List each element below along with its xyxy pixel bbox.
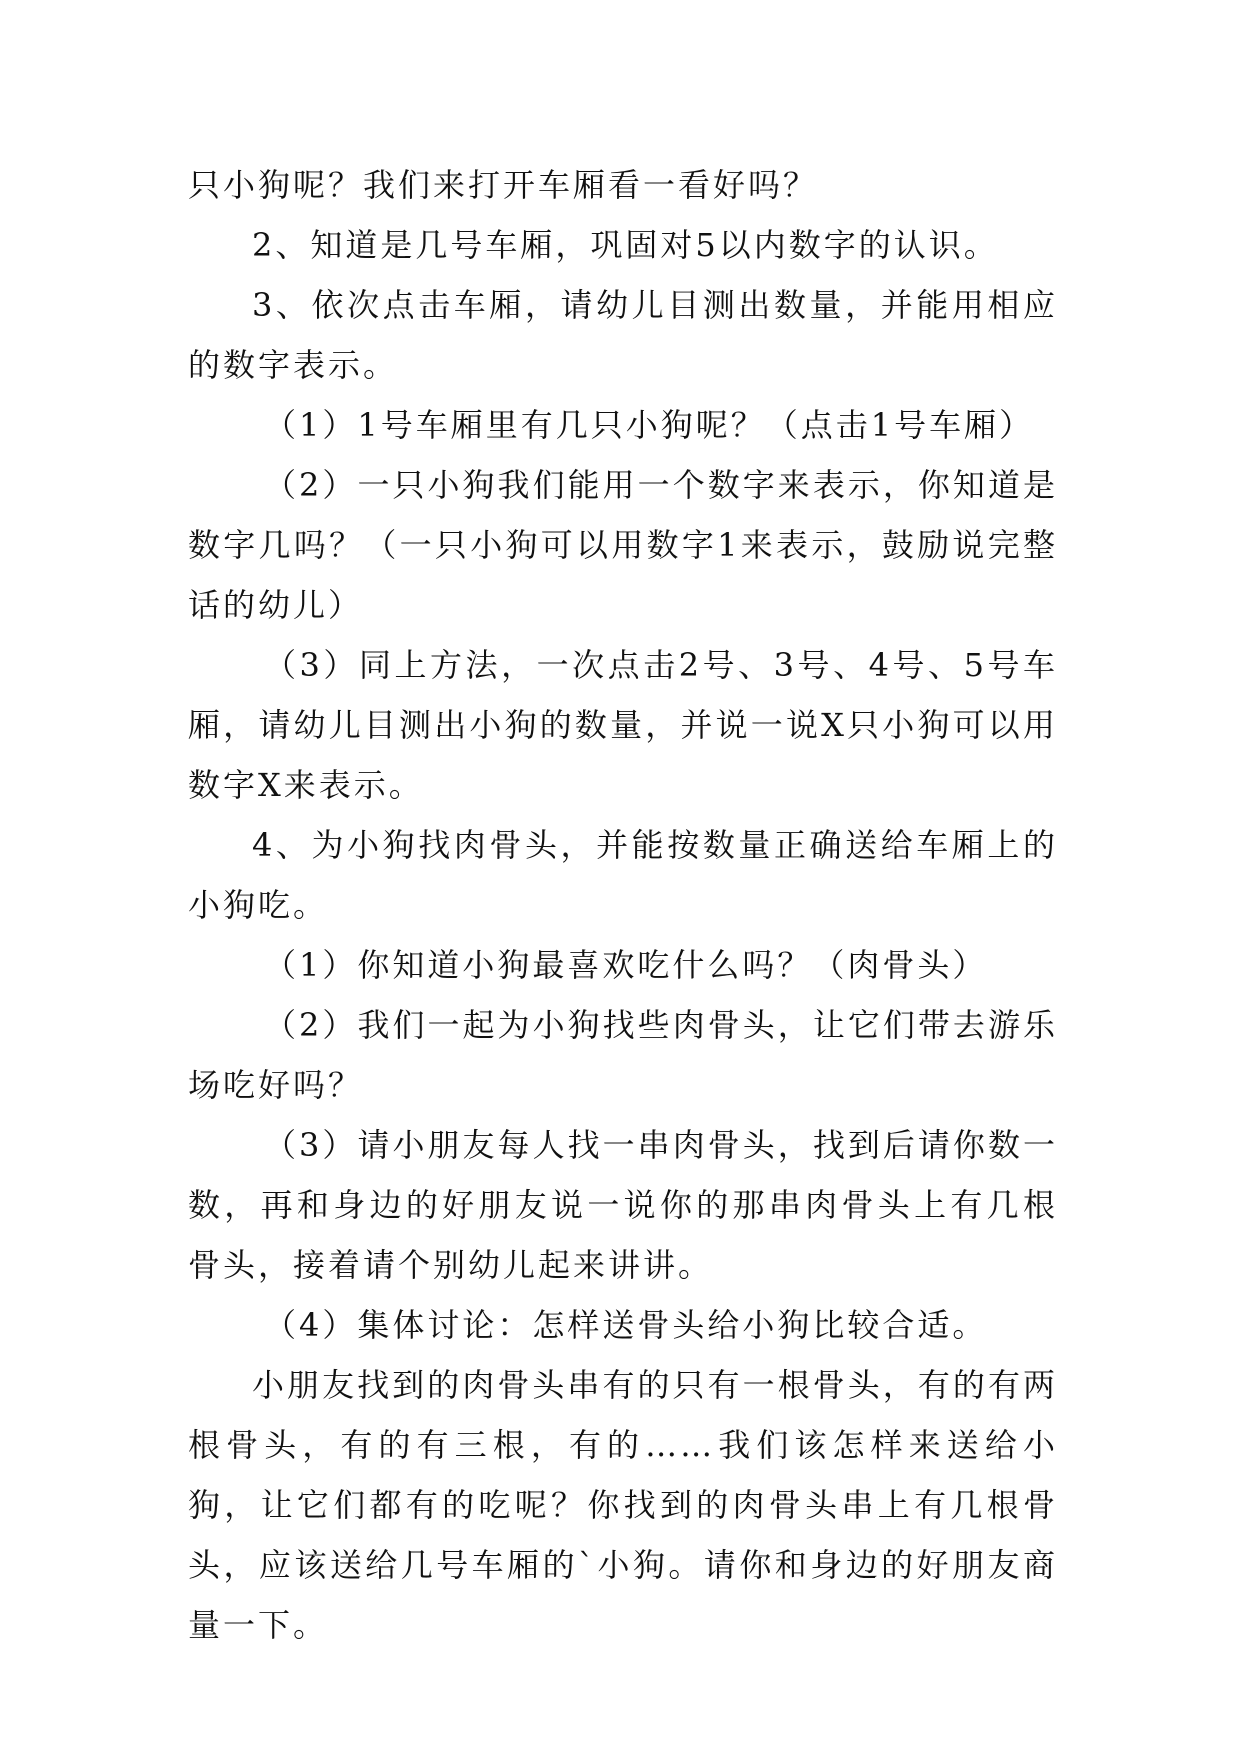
document-body <box>188 155 1058 1655</box>
paragraph: 2、知道是几号车厢，巩固对5以内数字的认识。 <box>252 226 999 264</box>
paragraph: 4、为小狗找肉骨头，并能按数量正确送给车厢上的小狗吃。 <box>188 826 1058 924</box>
paragraph: （1）你知道小狗最喜欢吃什么吗？（肉骨头） <box>264 946 988 984</box>
paragraph: 3、依次点击车厢，请幼儿目测出数量，并能用相应的数字表示。 <box>188 286 1058 384</box>
paragraph: 只小狗呢？我们来打开车厢看一看好吗？ <box>188 166 819 204</box>
paragraph: （4）集体讨论：怎样送骨头给小狗比较合适。 <box>264 1306 988 1344</box>
paragraph: （2）一只小狗我们能用一个数字来表示，你知道是数字几吗？（一只小狗可以用数字1来表示，鼓励说完整话的幼儿） <box>188 466 1058 624</box>
paragraph: 小朋友找到的肉骨头串有的只有一根骨头，有的有两根骨头，有的有三根，有的……我们该怎样来送给小狗，让它们都有的吃呢？你找到的肉骨头串上有几根骨头，应该送给几号车厢的`小狗。请你和身边的好朋友商量一下。 <box>188 1366 1058 1644</box>
paragraph: （2）我们一起为小狗找些肉骨头，让它们带去游乐场吃好吗？ <box>188 1006 1058 1104</box>
paragraph: （3）请小朋友每人找一串肉骨头，找到后请你数一数，再和身边的好朋友说一说你的那串肉骨头上有几根骨头，接着请个别幼儿起来讲讲。 <box>188 1126 1058 1284</box>
paragraph: （1）1号车厢里有几只小狗呢？（点击1号车厢） <box>264 406 1035 444</box>
paragraph: （3）同上方法，一次点击2号、3号、4号、5号车厢，请幼儿目测出小狗的数量，并说一说X只小狗可以用数字X来表示。 <box>188 646 1058 804</box>
